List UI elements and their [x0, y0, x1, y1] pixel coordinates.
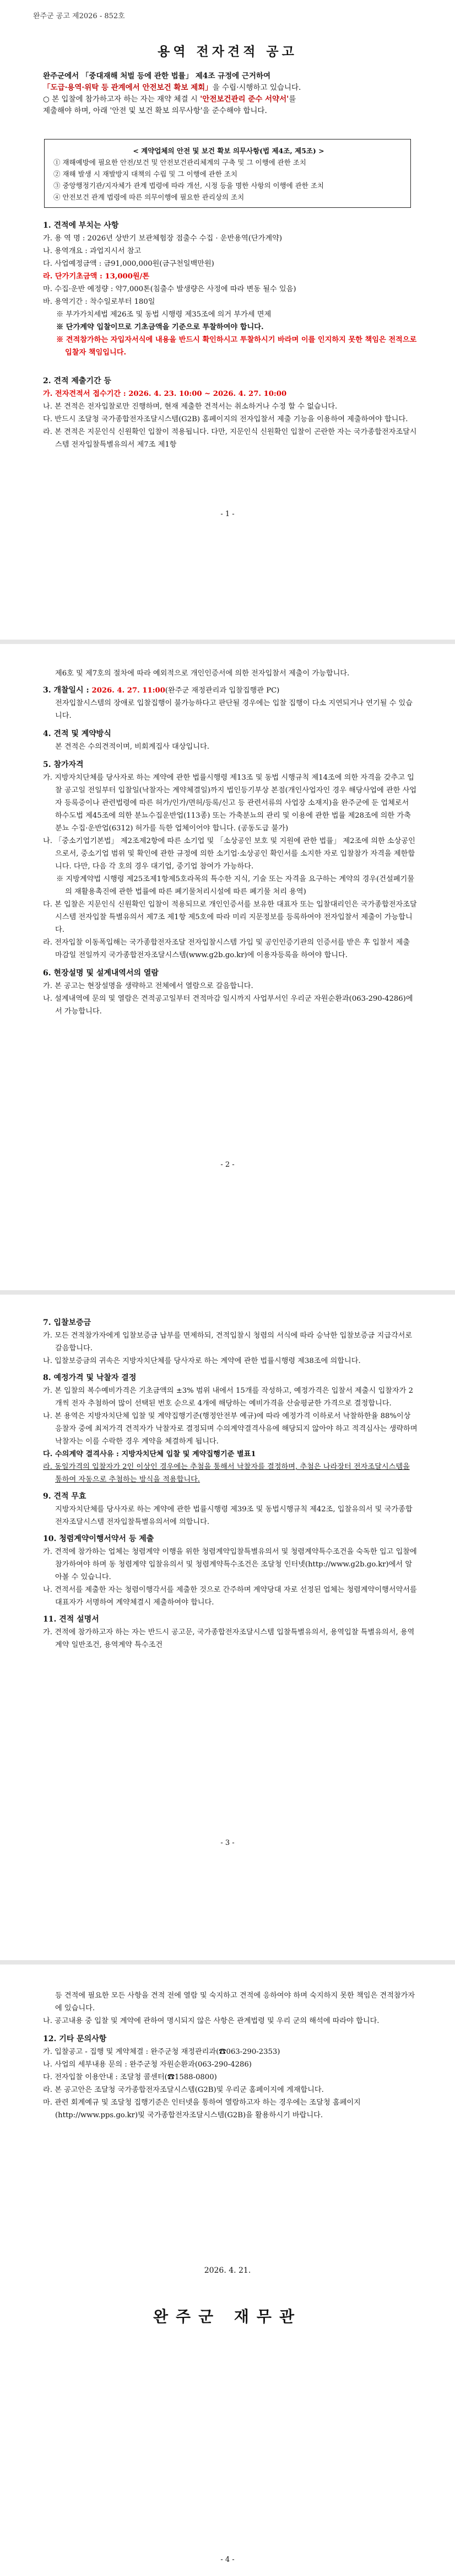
intro-line-4: 제출해야 하며, 아래 '안전 및 보건 확보 의무사항'을 준수해야 합니다.: [43, 106, 267, 115]
obligation-item: ③ 중앙행정기관/지자체가 관계 법령에 따라 개선, 시정 등을 명한 사항의 이행에 관한 조치: [53, 181, 324, 190]
list-item: 라. 단가기초금액 : 13,000원/톤: [43, 272, 150, 281]
list-item: 라. 전자입찰 이동폭입해는 국가종합전자조달 전자입찰시스템 가입 및 공인인증기관의 인증서를 받은 후 입찰서 제출 마감일 전일까지 국가종합전자조달시스템(www.g2b.go.kr)에 이용자등록을 하여야 합니다.: [43, 938, 410, 959]
continued-text: 제6호 및 제7호의 절차에 따라 예외적으로 개인인증서에 의한 전자입찰서 제출이 가능합니다.: [55, 669, 350, 678]
list-item: 다. 전자입찰 이용안내 : 조달청 콜센터(☎1588-0800): [43, 2073, 217, 2081]
page-divider: [0, 1960, 455, 1965]
section-heading: 5. 참가자격: [43, 760, 84, 769]
section-heading: 2. 견적 제출기간 등: [43, 377, 111, 385]
intro-line-3: ○ 본 입찰에 참가하고자 하는 자는 재약 체결 시: [43, 95, 201, 104]
page-number: - 2 -: [220, 1161, 235, 1169]
list-item: 라. 본 공고안은 조달청 국가종합전자조달시스템(G2B)및 우리군 홈페이지에 게재합니다.: [43, 2086, 324, 2094]
section-heading: 4. 견적 및 계약방식: [43, 729, 111, 738]
note-item: ※ 견적참가하는 자입자서식에 내용을 반드시 확인하시고 투찰하시기 바라며 이를 인지하지 못한 책임은 전적으로 입찰자 책임입니다.: [56, 336, 417, 357]
intro-paragraph: [43, 71, 418, 117]
page-divider: [0, 640, 455, 644]
list-item: 다. 수의계약 결격사유 : 지방자치단체 입찰 및 계약집행기준 별표1: [43, 1450, 256, 1458]
section-4-text: 본 견적은 수의견적이며, 비회계집사 대상입니다.: [55, 743, 209, 751]
list-item: 나. 「중소기업기본법」 제2조제2항에 따른 소기업 및 「소상공인 보호 및 지원에 관한 법률」 제2조에 의한 소상공인으로서, 중소기업 범위 및 확인에 관한 규정에 의한 소기업·소상공인 확인서를 소지한 자로 입찰참가 자격을 제한합니다. 다만, 다음 각 호의 경우 대기업, 중기업 참여가 가능하다.: [43, 837, 415, 871]
intro-line-3-end: 를: [289, 95, 296, 104]
obligation-item: ④ 안전보건 관계 법령에 따른 의무이행에 필요한 관리상의 조치: [53, 193, 245, 201]
section-3: [43, 684, 418, 697]
obligation-item: ① 재해예방에 필요한 안전/보건 및 안전보건관리체계의 구축 및 그 이행에 관한 조치: [53, 158, 306, 167]
note-item: ※ 지방계약법 시행령 제25조제1항제5호라목의 특수한 지식, 기술 또는 자격을 요구하는 계약의 경우(건설폐기물의 재활용촉진에 관한 법률에 따른 폐기물처리시설에 따른 폐기물 처리 용역): [56, 875, 414, 896]
list-item: 가. 입찰공고 - 집행 및 계약체결 : 완주군청 재정관리과(☎063-290-2353): [43, 2048, 280, 2056]
section-heading: 11. 견적 설명서: [43, 1615, 99, 1624]
page-title: 용역 전자견적 공고: [158, 44, 297, 59]
list-item: 마. 수집·운반 예정량 : 약7,000톤(침출수 발생량은 사정에 따라 변동 될수 있음): [43, 285, 296, 293]
list-item: 마. 관련 회계예규 및 조달청 집행기준은 인터넷을 통하여 열람하고자 하는 경우에는 조달청 홈페이지(http://www.pps.go.kr)및 국가종합전자조달시스템(G2B)을 활용하시기 바랍니다.: [43, 2099, 361, 2119]
list-item: 가. 모든 견적참가자에게 입찰보증금 납부를 면제하되, 견적입찰시 청렴의 서식에 따라 승낙한 입찰보증금 지급각서로 갈음합니다.: [43, 1332, 413, 1353]
list-item: 가. 견적에 참가하고자 하는 자는 반드시 공고문, 국가종합전자조달시스템 입찰특별유의서, 용역입찰 특별유의서, 용역계약 일반조건, 용역계약 특수조건: [43, 1628, 415, 1649]
list-item: 라. 본 견적은 지문인식 신원확인 입찰이 적용됩니다. 다만, 지문인식 신원확인 입찰이 곤란한 자는 국가종합전자조달시스템 전자입찰특별유의서 제7조 제1항: [43, 428, 417, 449]
list-item: 가. 전자견적서 접수기간 : 2026. 4. 23. 10:00 ~ 2026. 4. 27. 10:00: [43, 390, 287, 398]
section-heading: 10. 청렴계약이행서약서 등 제출: [43, 1534, 154, 1543]
continued-text: 등 견적에 필요한 모든 사항을 견적 전에 열람 및 숙지하고 견적에 응하여야 하며 숙지하지 못한 책임은 견적참가자에 있습니다.: [55, 1992, 415, 2012]
page-number: - 4 -: [220, 2556, 235, 2564]
section-heading: 12. 기타 문의사항: [43, 2035, 107, 2043]
list-item: 나. 용역개요 : 과업지시서 참고: [43, 247, 142, 255]
intro-pledge-name: '안전보건관리 준수 서약서': [200, 95, 289, 104]
list-item: 나. 본 견적은 전자입찰로만 진행하며, 현재 제출한 견적서는 취소하거나 수정 할 수 없습니다.: [43, 402, 338, 411]
issuer-signature: 완주군 재무관: [153, 2307, 302, 2326]
page-2-content: [43, 667, 418, 1018]
list-item: 라. 동일가격의 입찰자가 2인 이상인 경우에는 추첨을 통해서 낙찰자를 결정하며, 추첨은 나라장터 전자조달시스템을 통하여 자동으로 추첨하는 방식을 적용합니다.: [43, 1463, 410, 1484]
section-heading: 3. 개찰일시 :: [43, 686, 92, 695]
obligation-item: ② 재해 발생 시 재발방지 대책의 수립 및 그 이행에 관한 조치: [53, 170, 237, 178]
page-4-content: [43, 1989, 418, 2122]
list-item: 다. 반드시 조달청 국가종합전자조달시스템(G2B) 홈페이지의 전자입찰서 제출 기능을 이용하여 제출하여야 합니다.: [43, 415, 408, 423]
notice-number: 완주군 공고 제2026 - 852호: [33, 12, 125, 20]
page-number: - 3 -: [220, 1839, 235, 1847]
list-item: 가. 용 역 명 : 2026년 상반기 보관체험장 점출수 수집 · 운반용역(단가계약): [43, 234, 283, 243]
intro-line-1: 완주군에서 「중대재해 처벌 등에 관한 법률」 제4조 규정에 근거하여: [43, 72, 271, 80]
opening-datetime: 2026. 4. 27. 11:00: [91, 686, 165, 695]
list-item: 나. 설계내역에 문의 및 열람은 견적공고일부터 견적마감 일시까지 사업부서인 우리군 자원순환과(063-290-4286)에서 가능합니다.: [43, 995, 413, 1016]
list-item: 가. 지방자치단체를 당사자로 하는 계약에 관한 법률시행령 제13조 및 동법 시행규칙 제14조에 의한 자격을 갖추고 입찰 공고일 전일부터 입찰일(낙찰자는 계약체결일)까지 법인등기부상 본점(개인사업자인 경우 해당사업에 관한 사업자 등록증이나 관련법령에 따른 허가/인가/면허/등록/신고 등 관련서류의 사업장 소재지)을 완주군에 둔 업체로서 하수도법 제45조에 의한 분뇨수집운반업(113종) 또는 가축분뇨의 관리 및 이용에 관한 법률 제28조에 의한 가축분뇨 수집·운반업(6312) 허가를 득한 업체이어야 합니다. (공동도급 불가): [43, 774, 417, 833]
list-item: 다. 사업예정금액 : 금91,000,000원(금구천일백만원): [43, 260, 214, 268]
note-item: ※ 부가가치세법 제26조 및 동법 시행령 제35조에 의거 부가세 면제: [56, 310, 272, 319]
intro-line-2: 을 수립·시행하고 있습니다.: [212, 83, 301, 92]
list-item: 나. 견적서를 제출한 자는 청렴이행각서를 제출한 것으로 간주하며 계약당대 자로 선정된 업체는 청렴계약이행서약서를 대표자가 서명하여 계약체결시 제출하여야 합니다.: [43, 1586, 417, 1607]
list-item: 나. 사업의 세부내용 문의 : 완주군청 자원순환과(063-290-4286): [43, 2060, 252, 2069]
note-item: ※ 단가계약 입찰이므로 기초금액을 기준으로 투찰하여야 합니다.: [56, 323, 264, 331]
list-item: 나. 본 용역은 지방자치단체 입찰 및 계약집행기준(행정안전부 예규)에 따라 예정가격 이하로서 낙찰하한율 88%이상 응찰자 중에 최저가격 견적자가 낙찰자로 결정되며 수의계약결격사유에 해당되지 않아야 하고 적격심사는 생략하며 낙찰자는 이를 수락한 경우 계약을 체결하게 됩니다.: [43, 1412, 418, 1446]
section-9-text: 지방자치단체를 당사자로 하는 계약에 관한 법률시행령 제39조 및 동법시행규칙 제42조, 입찰유의서 및 국가종합전자조달시스템 전자입찰특별유의서에 의합니다.: [55, 1505, 413, 1526]
list-item: 나. 공고내용 중 입찰 및 계약에 관하여 명시되지 않은 사항은 관계법령 및 우리 군의 해석에 따라야 합니다.: [43, 2017, 380, 2025]
intro-plan-name: 「도급·용역·위탁 등 관계에서 안전보건 확보 제회」: [43, 83, 213, 92]
section-2: [43, 375, 418, 451]
list-item: 가. 본 입찰의 복수예비가격은 기초금액의 ±3% 범위 내에서 15개를 작성하고, 예정가격은 입찰서 제출시 입찰자가 2개씩 전자 추첨하여 많이 선택된 번호 순으로 4개에 해당하는 예비가격을 산술평균한 가격으로 결정합니다.: [43, 1387, 413, 1408]
page-3-content: [43, 1317, 418, 1651]
section-heading: 6. 현장설명 및 설계내역서의 열람: [43, 969, 159, 978]
section-heading: 9. 견적 무효: [43, 1492, 86, 1501]
page-divider: [0, 1290, 455, 1295]
section-1: [43, 219, 418, 359]
list-item: 다. 본 입찰은 지문인식 신원확인 입찰이 적용되므로 개인인증서를 보유한 대표자 또는 입찰대리인은 국가종합전자조달시스템 전자입찰 특별유의서 제7조 제1항 제5호에 따라 미리 지문정보를 등록하여야 전자입찰서 제출이 가능합니다.: [43, 900, 417, 934]
notice-date: 2026. 4. 21.: [204, 2266, 251, 2275]
page-number: - 1 -: [220, 510, 235, 518]
opening-place: (완주군 재정관리과 입찰집행관 PC): [165, 686, 280, 695]
list-item: 바. 용역기간 : 착수일로부터 180일: [43, 298, 155, 306]
section-heading: 7. 입찰보증금: [43, 1318, 91, 1327]
section-3-note: 전자입찰시스템의 장애로 입찰집행이 불가능하다고 판단될 경우에는 입찰 집행이 다소 지연되거나 연기될 수 있습니다.: [55, 699, 413, 720]
list-item: 가. 견적에 참가하는 업체는 청렴계약 이행을 위한 청렴계약입찰특별유의서 및 청렴계약특수조건을 숙독한 입고 입찰에 참가하여야 하며 동 청렴계약 입찰유의서 및 청렴계약특수조건은 조달청 인터넷(http://www.g2b.go.kr)에서 알아볼 수 있습니다.: [43, 1548, 417, 1581]
list-item: 가. 본 공고는 현장설명을 생략하고 전체에서 열람으로 갈음합니다.: [43, 982, 253, 990]
section-heading: 1. 견적에 부치는 사항: [43, 221, 119, 230]
obligations-title: < 계약업체의 안전 및 보건 확보 의무사항(법 제4조, 제5조) >: [133, 147, 324, 155]
list-item: 나. 입찰보증금의 귀속은 지방자치단체를 당사자로 하는 계약에 관한 법률시행령 제38조에 의합니다.: [43, 1357, 361, 1365]
obligations-box: [44, 139, 411, 208]
section-heading: 8. 예정가격 및 낙찰자 결정: [43, 1373, 137, 1382]
